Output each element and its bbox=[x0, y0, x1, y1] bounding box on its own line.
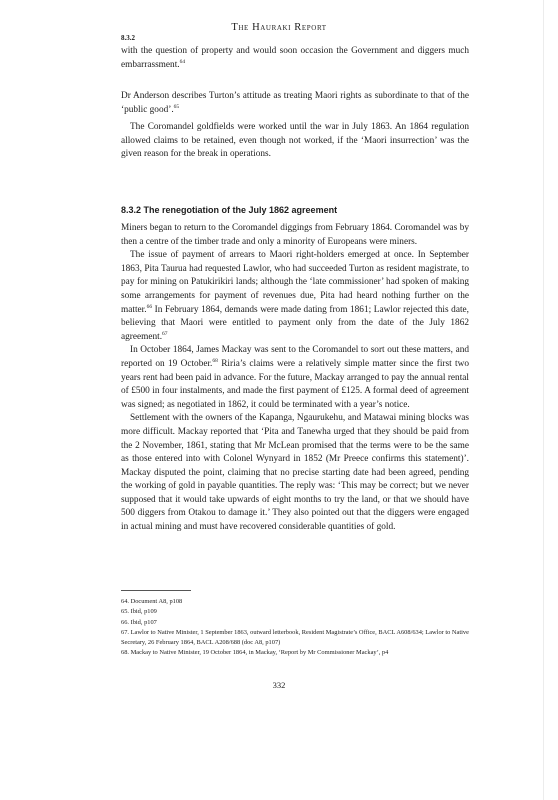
quote-text: with the question of property and would soon occasion the Government and diggers much embarrassment. bbox=[121, 46, 469, 70]
footnote: 64. Document A8, p108 bbox=[121, 598, 183, 605]
footnote-ref: 65 bbox=[173, 103, 180, 110]
quote-continuation bbox=[121, 45, 469, 72]
section-tag: 8.3.2 bbox=[121, 34, 135, 42]
page-number: 332 bbox=[272, 680, 286, 690]
paragraph: The Coromandel goldfields were worked until the war in July 1863. An 1864 regulation allowed claims to be retained, even though not worked, if the ‘Maori insurrection’ was the given reason for the break in operations. bbox=[121, 122, 469, 160]
paragraph: In October 1864, James Mackay was sent to the Coromandel to sort out these matters, and reported on 19 October.$^{68}$ Riria’s claims were a relatively simple matter since the first two years rent had been paid in advance. For the future, Mackay arranged to pay the annual rental of £500 in four instalments, and made the first payment of £125. A formal deed of agreement was signed; as negotiated in 1862, it could be terminated with a year’s notice. bbox=[121, 345, 470, 410]
footnotes bbox=[121, 597, 471, 659]
paragraph: Dr Anderson describes Turton’s attitude as treating Maori rights as subordinate to that of the ‘public good’.$^{65}$ bbox=[121, 91, 469, 115]
footnote-rule bbox=[121, 590, 191, 591]
running-head: The Hauraki Report bbox=[231, 22, 327, 33]
footnote: 67. Lawlor to Native Minister, 1 September 1863, outward letterbook, Resident Magistrate’s Office, BACL A608/634; Lawlor to Native Secretary, 26 February 1864, BACL A208/688 (doc A8, p107) bbox=[121, 628, 469, 647]
paragraph: Settlement with the owners of the Kapanga, Ngaurukehu, and Matawai mining blocks was more difficult. Mackay reported that ‘Pita and Tanewha urged that they should be paid from the 2 November, 1861, stating that Mr McLean promised that the terms were to be the same as those entered into with Colonel Wynyard in 1852 (Mr Preece confirms this statement)’. Mackay disputed the point, claiming that no precise starting date had been agreed, pending the working of gold in payable quantities. The reply was: ‘This may be correct; but we never supposed that it would take upwards of eight months to try the land, or that we should have 500 diggers from Otakou to damage it.’ They also pointed out that the diggers were engaged in actual mining and must have recovered considerable quantities of gold. bbox=[121, 413, 469, 533]
footnote-ref: 67 bbox=[162, 330, 168, 337]
section-heading: 8.3.2 The renegotiation of the July 1862 agreement bbox=[121, 205, 338, 215]
paragraph: Miners began to return to the Coromandel diggings from February 1864. Coromandel was by then a centre of the timber trade and only a minority of Europeans were miners. bbox=[121, 223, 469, 247]
footnote-ref: 66 bbox=[146, 303, 153, 310]
paragraph-group-1 bbox=[121, 90, 469, 162]
footnote: 68. Mackay to Native Minister, 19 October 1864, in Mackay, ‘Report by Mr Commissioner Mackay’, p4 bbox=[121, 649, 389, 657]
footnote: 66. Ibid, p107 bbox=[121, 618, 157, 626]
paragraph-group-2 bbox=[121, 222, 469, 535]
paragraph: The issue of payment of arrears to Maori right-holders emerged at once. In September 1863, Pita Taurua had requested Lawlor, who had succeeded Turton as resident magistrate, to pay for mining on Patukirikiri lands; although the ‘late commissioner’ had spoken of making some arrangements for payment of revenues due, Pita had heard nothing further on the matter.$^{66}$ In February 1864, demands were made dating from 1861; Lawlor rejected this date, believing that Maori were entitled to payment only from the date of the July 1862 agreement.$^{67}$ bbox=[121, 250, 469, 342]
footnote: 65. Ibid, p109 bbox=[121, 608, 157, 616]
footnote-ref: 64 bbox=[179, 58, 186, 65]
footnote-ref: 68 bbox=[212, 357, 218, 364]
